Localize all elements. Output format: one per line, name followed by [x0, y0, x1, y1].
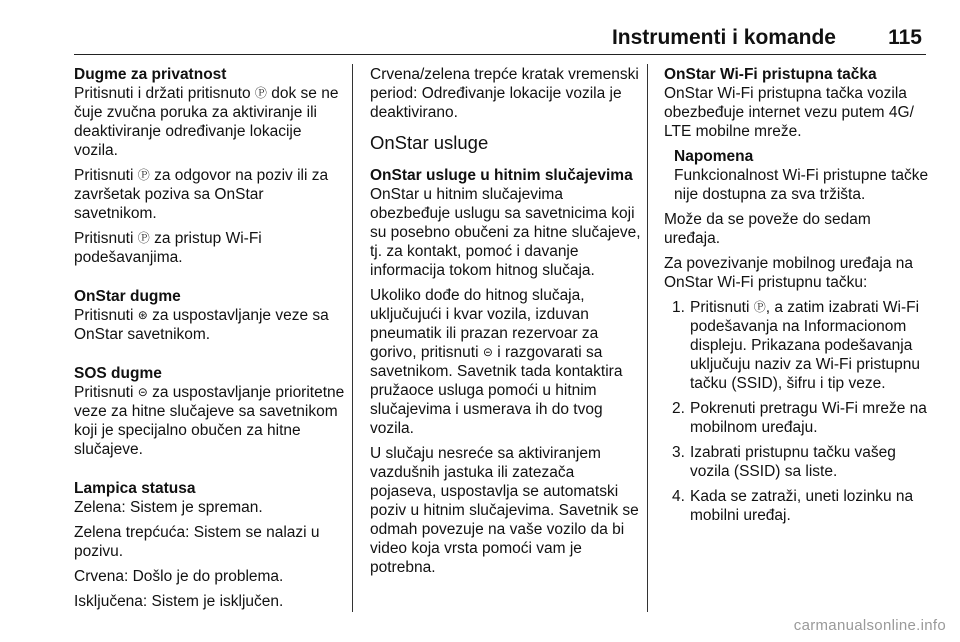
paragraph: Za povezivanje mobilnog uređaja na OnStar Wi-Fi pristupnu tačku:: [664, 255, 914, 291]
paragraph: Crvena: Došlo je do problema.: [74, 568, 284, 585]
paragraph: Pritisnuti ⊝ za uspostavljanje prioritetne veze za hitne slučajeve sa savetnikom koji je specijalno obučen za hitne slučajeve.: [74, 384, 345, 458]
onstar-button-icon: ⊛: [137, 308, 148, 322]
list-item: 1. Pritisnuti Ⓟ, a zatim izabrati Wi-Fi podešavanja na Informacionom displeju. Prikazana podešavanja uključuju naziv za Wi-Fi pristupnu tačku (SSID), šifru i tip veze.: [672, 299, 921, 392]
watermark: carmanualsonline.info: [793, 617, 946, 634]
sos-button-icon: ⊝: [137, 385, 148, 399]
wifi-hotspot-heading: OnStar Wi-Fi pristupna tačka: [664, 66, 877, 83]
phone-button-icon: Ⓟ: [254, 86, 267, 100]
paragraph: Pritisnuti ⊛ za uspostavljanje veze sa OnStar savetnikom.: [74, 307, 329, 343]
paragraph: Pritisnuti Ⓟ za pristup Wi-Fi podešavanjima.: [74, 230, 262, 266]
paragraph: Isključena: Sistem je isključen.: [74, 593, 284, 610]
page-title: Instrumenti i komande: [611, 26, 836, 49]
steps-list: [664, 298, 929, 525]
column-divider: [647, 64, 648, 612]
paragraph: Crvena/zelena trepće kratak vremenski period: Određivanje lokacije vozila je deaktivirano.: [370, 66, 639, 121]
list-item: 4. Kada se zatraži, uneti lozinku na mobilni uređaj.: [672, 488, 914, 524]
paragraph: Ukoliko dođe do hitnog slučaja, uključujući i kvar vozila, izduvan pneumatik ili prazan rezervoar za gorivo, pritisnuti ⊝ i razgovarati sa savetnikom. Savetnik tada kontaktira pružaoce usluga pomoći u hitnim slučajevima i usmerava ih do tvog vozila.: [370, 287, 623, 437]
onstar-button-heading: OnStar dugme: [74, 288, 181, 305]
phone-button-icon: Ⓟ: [753, 300, 766, 314]
paragraph: Zelena trepćuća: Sistem se nalazi u pozivu.: [74, 524, 320, 560]
paragraph: Pritisnuti Ⓟ za odgovor na poziv ili za završetak poziva sa OnStar savetnikom.: [74, 167, 329, 222]
phone-button-icon: Ⓟ: [137, 168, 150, 182]
page-header: [74, 22, 926, 55]
paragraph: Zelena: Sistem je spreman.: [74, 499, 263, 516]
section-heading: OnStar usluge: [370, 132, 489, 153]
note-text: Funkcionalnost Wi-Fi pristupne tačke nije dostupna za sva tržišta.: [674, 167, 929, 203]
paragraph: OnStar u hitnim slučajevima obezbeđuje uslugu sa savetnicima koji su posebno obučeni za hitne slučajeve, tj. za kontakt, pomoć i davanje informacija tokom hitnog slučaja.: [370, 186, 641, 279]
paragraph: Pritisnuti i držati pritisnuto Ⓟ dok se ne čuje zvučna poruka za aktiviranje ili deaktiviranje određivanje lokacije vozila.: [74, 85, 339, 159]
emergency-services-heading: OnStar usluge u hitnim slučajevima: [370, 167, 633, 184]
note-box: [664, 147, 929, 204]
list-item: 3. Izabrati pristupnu tačku vašeg vozila (SSID) sa liste.: [672, 444, 896, 480]
paragraph: U slučaju nesreće sa aktiviranjem vazdušnih jastuka ili zatezača pojaseva, uspostavlja se automatski poziv u hitnim slučajevima. Savetnik se odmah povezuje na vaše vozilo da bi video koja vrsta pomoći vam je potrebna.: [370, 445, 639, 576]
column-middle: [370, 65, 642, 583]
paragraph: OnStar Wi-Fi pristupna tačka vozila obezbeđuje internet vezu putem 4G/ LTE mobilne mreže.: [664, 85, 914, 140]
status-lamp-heading: Lampica statusa: [74, 480, 196, 497]
list-item: 2. Pokrenuti pretragu Wi-Fi mreže na mobilnom uređaju.: [672, 400, 927, 436]
note-heading: Napomena: [674, 148, 754, 165]
sos-button-heading: SOS dugme: [74, 365, 162, 382]
privacy-button-heading: Dugme za privatnost: [74, 66, 227, 83]
phone-button-icon: Ⓟ: [137, 231, 150, 245]
page-number: 115: [888, 26, 922, 49]
column-divider: [352, 64, 353, 612]
sos-button-icon: ⊝: [482, 345, 493, 359]
paragraph: Može da se poveže do sedam uređaja.: [664, 211, 871, 247]
column-left: [74, 65, 346, 617]
column-right: [664, 65, 929, 531]
